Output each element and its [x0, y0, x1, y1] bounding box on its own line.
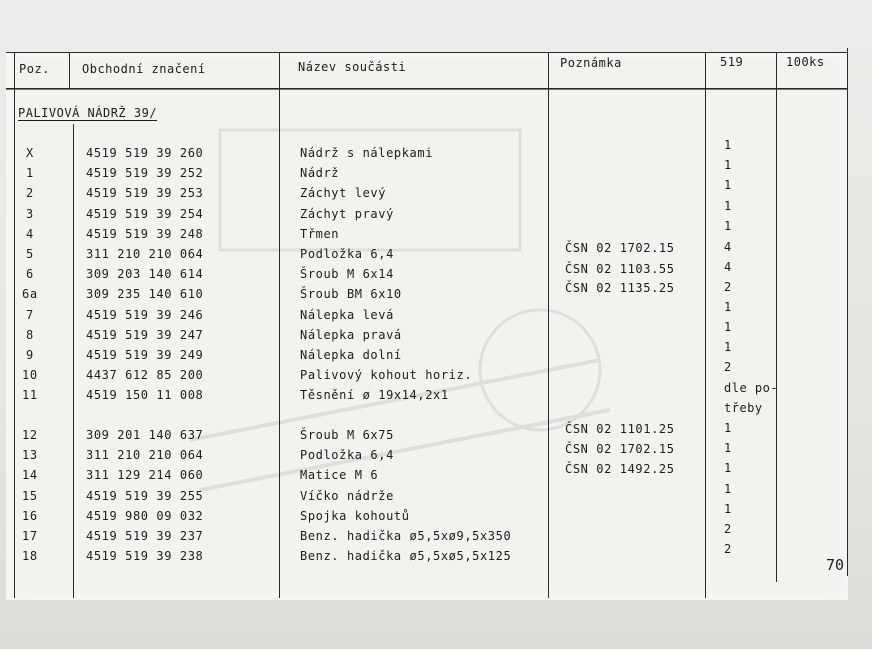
row-code: 4519 519 39 237	[86, 529, 204, 543]
row-pos: 1	[26, 166, 34, 180]
row-name: Nádrž	[300, 166, 340, 180]
row-pos: 2	[26, 186, 34, 200]
table-row	[0, 509, 872, 529]
row-pos: 3	[26, 207, 34, 221]
qty-value: 1	[724, 138, 732, 152]
table-row	[0, 241, 872, 267]
row-name: Záchyt levý	[300, 186, 387, 200]
row-name: Šroub BM 6x10	[300, 287, 402, 301]
row-note: ČSN 02 1103.55	[565, 262, 675, 276]
row-note: ČSN 02 1702.15	[565, 442, 675, 456]
row-name: Podložka 6,4	[300, 247, 394, 261]
qty-value: 1	[724, 461, 732, 475]
qty-value: 1	[724, 219, 732, 233]
qty-value: 1	[724, 502, 732, 516]
row-pos: 14	[22, 468, 38, 482]
row-pos: 17	[22, 529, 38, 543]
row-code: 309 201 140 637	[86, 428, 204, 442]
row-pos: 13	[22, 448, 38, 462]
row-code: 311 210 210 064	[86, 448, 204, 462]
row-pos: 9	[26, 348, 34, 362]
header-code: Obchodní značení	[82, 62, 206, 76]
row-name: Těsnění ø 19x14,2x1	[300, 388, 449, 402]
table-row	[0, 462, 872, 488]
row-note: ČSN 02 1135.25	[565, 281, 675, 295]
row-name: Šroub M 6x75	[300, 428, 394, 442]
table-row	[0, 207, 872, 227]
col-rule-pos	[69, 52, 70, 88]
row-name: Spojka kohoutů	[300, 509, 410, 523]
header-top-rule	[6, 52, 848, 53]
row-name: Nálepka dolní	[300, 348, 402, 362]
row-code: 309 203 140 614	[86, 267, 204, 281]
row-name: Záchyt pravý	[300, 207, 394, 221]
table-row	[0, 146, 872, 166]
table-row	[0, 227, 872, 247]
table-row	[0, 281, 872, 307]
row-pos: 12	[22, 428, 38, 442]
qty-value: 2	[724, 280, 732, 294]
table-row	[0, 166, 872, 186]
qty-value: 1	[724, 340, 732, 354]
qty-value: 1	[724, 158, 732, 172]
row-code: 4519 980 09 032	[86, 509, 204, 523]
table-row	[0, 529, 872, 549]
qty-value: 2	[724, 522, 732, 536]
qty-value: 2	[724, 360, 732, 374]
qty-value: 2	[724, 542, 732, 556]
row-code: 4519 519 39 247	[86, 328, 204, 342]
table-row	[0, 489, 872, 509]
qty-value: třeby	[724, 401, 763, 415]
row-code: 4519 519 39 253	[86, 186, 204, 200]
qty-value: 4	[724, 260, 732, 274]
row-code: 4519 519 39 252	[86, 166, 204, 180]
row-code: 4519 519 39 246	[86, 308, 204, 322]
row-name: Benz. hadička ø5,5xø5,5x125	[300, 549, 512, 563]
row-code: 4519 519 39 249	[86, 348, 204, 362]
row-pos: 15	[22, 489, 38, 503]
row-pos: 5	[26, 247, 34, 261]
row-name: Nádrž s nálepkami	[300, 146, 434, 160]
row-pos: 11	[22, 388, 38, 402]
row-name: Matice M 6	[300, 468, 379, 482]
row-code: 311 129 214 060	[86, 468, 204, 482]
row-code: 4519 519 39 260	[86, 146, 204, 160]
header-qty-519: 519	[720, 55, 744, 69]
row-pos: 10	[22, 368, 38, 382]
table-row	[0, 308, 872, 328]
row-name: Šroub M 6x14	[300, 267, 394, 281]
page-number: 70	[826, 556, 845, 574]
row-code: 4519 150 11 008	[86, 388, 204, 402]
qty-value: 1	[724, 178, 732, 192]
header-name: Název součásti	[298, 60, 407, 74]
qty-value: 1	[724, 441, 732, 455]
row-note: ČSN 02 1492.25	[565, 462, 675, 476]
row-name: Nálepka pravá	[300, 328, 402, 342]
header-qty-100ks: 100ks	[786, 55, 825, 69]
table-row	[0, 186, 872, 206]
row-name: Benz. hadička ø5,5xø9,5x350	[300, 529, 512, 543]
qty-value: 1	[724, 421, 732, 435]
table-row	[0, 328, 872, 348]
row-code: 4519 519 39 255	[86, 489, 204, 503]
qty-value: dle po-	[724, 381, 779, 395]
section-title: PALIVOVÁ NÁDRŽ 39/	[18, 106, 158, 120]
row-code: 4519 519 39 238	[86, 549, 204, 563]
row-name: Palivový kohout horiz.	[300, 368, 473, 382]
row-name: Víčko nádrže	[300, 489, 394, 503]
row-code: 309 235 140 610	[86, 287, 204, 301]
row-pos: 6	[26, 267, 34, 281]
row-pos: 8	[26, 328, 34, 342]
header-note: Poznámka	[560, 56, 622, 70]
row-code: 4519 519 39 248	[86, 227, 204, 241]
table-row	[0, 422, 872, 448]
table-row	[0, 262, 872, 287]
table-row	[0, 442, 872, 468]
qty-value: 1	[724, 482, 732, 496]
row-note: ČSN 02 1101.25	[565, 422, 675, 436]
row-note: ČSN 02 1702.15	[565, 241, 675, 255]
row-pos: 7	[26, 308, 34, 322]
row-code: 4519 519 39 254	[86, 207, 204, 221]
header-pos: Poz.	[19, 62, 50, 76]
section-rule	[6, 89, 848, 90]
table-row	[0, 348, 872, 368]
qty-value: 1	[724, 199, 732, 213]
row-name: Nálepka levá	[300, 308, 394, 322]
row-code: 4437 612 85 200	[86, 368, 204, 382]
table-row	[0, 549, 872, 569]
qty-value: 4	[724, 240, 732, 254]
qty-value: 1	[724, 300, 732, 314]
row-name: Podložka 6,4	[300, 448, 394, 462]
qty-value: 1	[724, 320, 732, 334]
row-pos: 16	[22, 509, 38, 523]
row-code: 311 210 210 064	[86, 247, 204, 261]
row-pos: X	[26, 146, 34, 160]
row-name: Třmen	[300, 227, 340, 241]
row-pos: 6a	[22, 287, 38, 301]
row-pos: 4	[26, 227, 34, 241]
row-pos: 18	[22, 549, 38, 563]
